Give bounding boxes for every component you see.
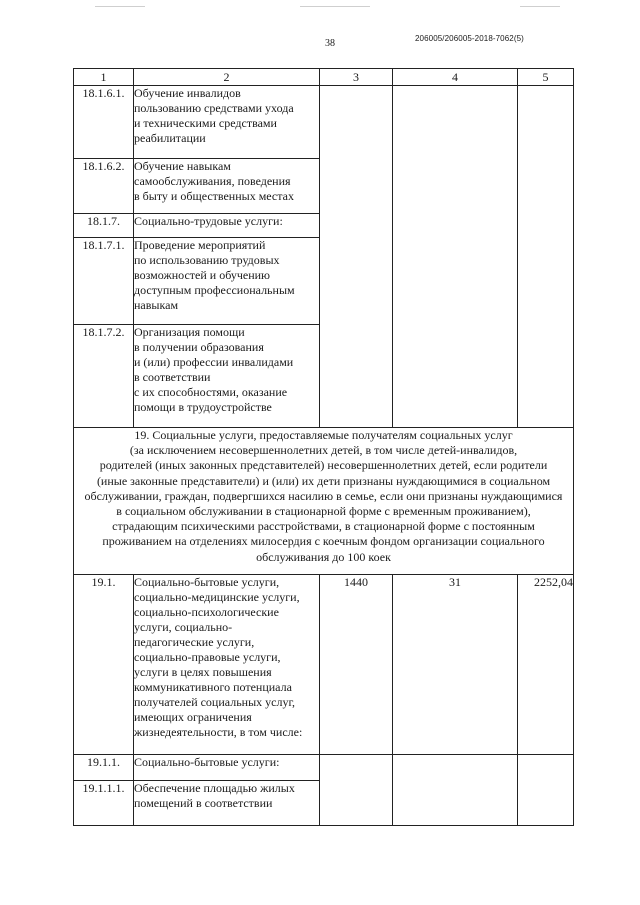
recipients-count: 1440 bbox=[320, 575, 393, 755]
row-description: Организация помощи в получении образования и (или) профессии инвалидами в соответствии с их способностями, оказание помощи в трудоустройстве bbox=[134, 325, 320, 428]
row-description: Обучение навыкам самообслуживания, поведения в быту и общественных местах bbox=[134, 159, 320, 214]
value-cell-col3 bbox=[320, 86, 393, 428]
row-number: 19.1.1. bbox=[74, 755, 134, 781]
row-description: Социально-трудовые услуги: bbox=[134, 214, 320, 238]
document-code: 206005/206005-2018-7062(5) bbox=[415, 34, 524, 43]
days-count: 31 bbox=[393, 575, 518, 755]
value-cell-col4 bbox=[393, 86, 518, 428]
amount-value: 2252,04 bbox=[518, 575, 574, 755]
row-description: Обучение инвалидов пользованию средствами ухода и техническими средствами реабилитации bbox=[134, 86, 320, 159]
table-row bbox=[74, 575, 574, 755]
row-number: 18.1.7.1. bbox=[74, 238, 134, 325]
table-header-row bbox=[74, 69, 574, 86]
row-number: 18.1.7. bbox=[74, 214, 134, 238]
value-cell-col5 bbox=[518, 86, 574, 428]
section-19-heading: 19. Социальные услуги, предоставляемые получателям социальных услуг (за исключением несовершеннолетних детей, в том числе детей-инвалидов, родителей (иных законных представителей) несовершеннолетних детей, если родители (иные законные представители) и (или) их дети признаны нуждающимися в социальном обслуживании, граждан, подвергшихся насилию в семье, если они признаны нуждающимися в социальном обслуживании в стационарной форме с временным проживанием), страдающим психическими расстройствами, в стационарной форме с постоянным проживанием на отделениях милосердия с коечным фондом организации социального обслуживания до 100 коек bbox=[74, 428, 574, 575]
column-header: 4 bbox=[393, 69, 518, 86]
table-row bbox=[74, 755, 574, 781]
column-header: 1 bbox=[74, 69, 134, 86]
row-number: 18.1.7.2. bbox=[74, 325, 134, 428]
value-cell-col3 bbox=[320, 755, 393, 826]
column-header: 3 bbox=[320, 69, 393, 86]
services-table bbox=[73, 68, 574, 826]
row-number: 19.1. bbox=[74, 575, 134, 755]
row-description: Социально-бытовые услуги, социально-медицинские услуги, социально-психологические услуги, социально- педагогические услуги, социально-правовые услуги, услуги в целях повышения коммуникативного потенциала получателей социальных услуг, имеющих ограничения жизнедеятельности, в том числе: bbox=[134, 575, 320, 755]
row-description: Социально-бытовые услуги: bbox=[134, 755, 320, 781]
value-cell-col5 bbox=[518, 755, 574, 826]
table-row bbox=[74, 86, 574, 159]
scan-artifact bbox=[520, 6, 560, 7]
row-number: 18.1.6.2. bbox=[74, 159, 134, 214]
row-description: Обеспечение площадью жилых помещений в соответствии bbox=[134, 781, 320, 826]
value-cell-col4 bbox=[393, 755, 518, 826]
column-header: 2 bbox=[134, 69, 320, 86]
scan-artifact bbox=[300, 6, 370, 7]
scan-artifact bbox=[95, 6, 145, 7]
row-description: Проведение мероприятий по использованию трудовых возможностей и обучению доступным профессиональным навыкам bbox=[134, 238, 320, 325]
page-number: 38 bbox=[325, 38, 335, 49]
column-header: 5 bbox=[518, 69, 574, 86]
row-number: 19.1.1.1. bbox=[74, 781, 134, 826]
row-number: 18.1.6.1. bbox=[74, 86, 134, 159]
section-heading-row bbox=[74, 428, 574, 575]
